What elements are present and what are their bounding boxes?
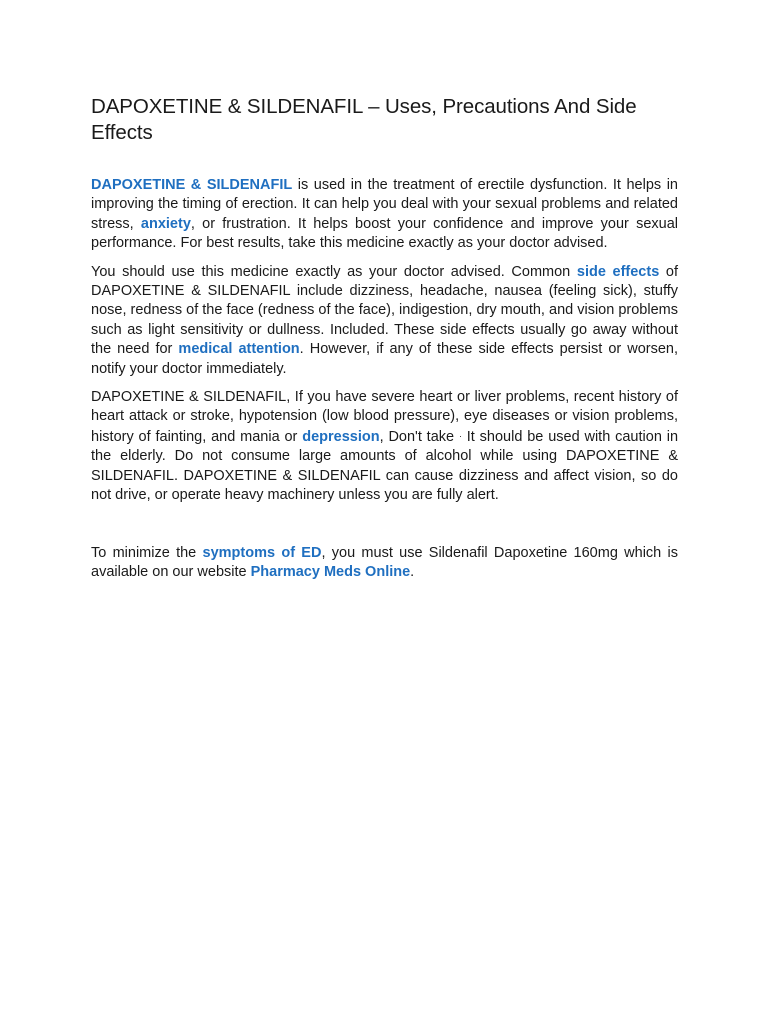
paragraph-text: You should use this medicine exactly as your doctor advised. Common — [91, 263, 577, 280]
paragraph-text: To minimize the — [91, 544, 203, 561]
link-medical-attention[interactable]: medical attention — [178, 341, 300, 358]
paragraph-text: It should be used with caution in the elderly. Do not consume large amounts of alcohol while using DAPOXETINE & SILDENAFIL. DAPOXETINE & SILDENAFIL can cause dizziness and affect vision, so do not drive, or operate heavy machinery unless you are fully alert. — [91, 428, 679, 504]
link-depression[interactable]: depression — [302, 428, 380, 445]
link-anxiety[interactable]: anxiety — [140, 215, 191, 232]
paragraph-text: is used in the treatment of erectile dysfunction. It helps in improving the timing of erection. It can help you deal with your sexual problems and related stress, — [91, 177, 678, 232]
link-dapoxetine-sildenafil[interactable]: DAPOXETINE & SILDENAFIL — [91, 177, 293, 193]
paragraph-intro — [91, 176, 678, 254]
paragraph-text: . However, if any of these side effects persist or worsen, notify your doctor immediately. — [91, 341, 679, 377]
link-pharmacy-meds-online[interactable]: Pharmacy Meds Online — [250, 563, 411, 580]
paragraph-text: . — [410, 563, 415, 580]
separator-dot: · — [458, 430, 462, 441]
paragraph-precautions — [91, 388, 678, 505]
paragraph-text: of DAPOXETINE & SILDENAFIL include dizziness, headache, nausea (feeling sick), stuffy nose, redness of the face (redness of the face), indigestion, dry mouth, and vision problems such as light sensitivity or dullness. Included. These side effects usually go away without the need for — [91, 263, 678, 358]
paragraph-text: DAPOXETINE & SILDENAFIL, If you have severe heart or liver problems, recent history of heart attack or stroke, hypotension (low blood pressure), eye diseases or vision problems, history of fainting, and mania or — [91, 389, 678, 445]
paragraph-call-to-action — [91, 544, 678, 583]
paragraph-text: , you must use Sildenafil Dapoxetine 160mg which is available on our website — [91, 544, 678, 580]
link-symptoms-of-ed[interactable]: symptoms of ED — [202, 544, 322, 561]
page-title: DAPOXETINE & SILDENAFIL – Uses, Precautions And Side Effects — [91, 95, 637, 144]
paragraph-text: , or frustration. It helps boost your confidence and improve your sexual performance. For best results, take this medicine exactly as your doctor advised. — [91, 215, 678, 252]
document-body — [91, 94, 678, 582]
paragraph-side-effects — [91, 263, 678, 379]
link-side-effects[interactable]: side effects — [576, 263, 660, 280]
paragraph-text: , Don't take — [379, 428, 459, 445]
